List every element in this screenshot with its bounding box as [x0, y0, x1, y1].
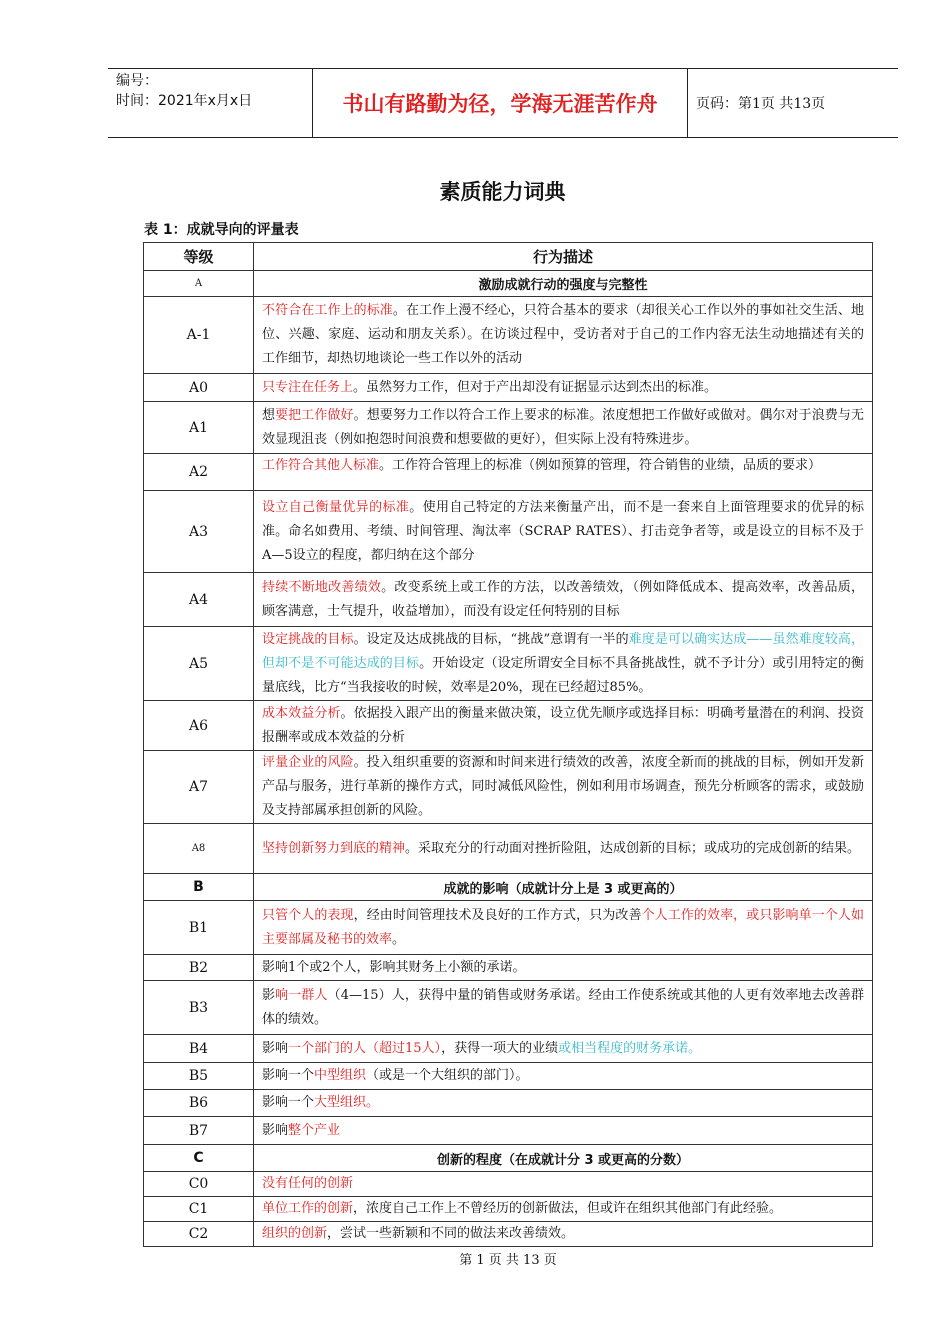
emphasis-text-red: 评量企业的风险 [262, 755, 354, 770]
section-title: 激励成就行动的强度与完整性 [254, 271, 873, 297]
emphasis-text-red: 坚持创新努力到底的精神 [262, 840, 406, 856]
description-text: 。工作符合管理上的标准（例如预算的管理，符合销售的业绩，品质的要求） [379, 458, 822, 473]
table-row [144, 824, 873, 874]
level-cell: B2 [144, 955, 254, 981]
level-cell: B7 [144, 1117, 254, 1145]
description-text: 影响 [262, 1040, 289, 1056]
level-cell: B3 [144, 981, 254, 1035]
description-cell [254, 1222, 873, 1247]
table-row [144, 751, 873, 824]
description-cell [254, 1063, 873, 1090]
table-row [144, 402, 873, 454]
level-cell: A3 [144, 491, 254, 573]
description-text: ，经由时间管理技术及良好的工作方式，只为改善 [353, 907, 642, 923]
level-cell: B6 [144, 1090, 254, 1117]
document-number-label: 编号： [116, 73, 158, 89]
level-cell: A0 [144, 374, 254, 402]
description-cell [254, 491, 873, 573]
level-cell: A-1 [144, 297, 254, 374]
table-row [144, 491, 873, 573]
description-text: 。改变系统上或工作的方法，以改善绩效，（例如降低成本、提高效率，改善品质，顾客满意，士气提升，收益增加），而没有设定任何特别的目标 [262, 579, 864, 619]
description-text: （4—15）人，获得中量的销售或财务承诺。经由工作使系统或其他的人更有效率地去改善群体的绩效。 [262, 987, 864, 1027]
level-cell: A6 [144, 701, 254, 751]
description-text: 。想要努力工作以符合工作上要求的标准。浓度想把工作做好或做对。偶尔对于浪费与无效显现沮丧（例如抱怨时间浪费和想要做的更好），但实际上没有特殊进步。 [262, 407, 864, 447]
header-page-label: 页码：第1页 共13页 [696, 96, 826, 112]
description-text: 。 [392, 931, 406, 947]
description-text: 。投入组织重要的资源和时间来进行绩效的改善，浓度全新而的挑战的目标，例如开发新产品与服务，进行革新的操作方式，同时减低风险性，例如利用市场调查，预先分析顾客的需求，或鼓励及支持部属承担创新的风险。 [262, 755, 864, 818]
section-title: 成就的影响（成就计分上是 3 或更高的） [254, 874, 873, 901]
section-row-a [144, 271, 873, 297]
description-cell [254, 297, 873, 374]
description-text: ，获得一项大的业绩 [441, 1040, 559, 1056]
table-row [144, 1090, 873, 1117]
description-cell [254, 1117, 873, 1145]
header-meta [108, 69, 312, 137]
emphasis-text-red: 响一群人 [275, 987, 328, 1003]
level-cell: A4 [144, 573, 254, 627]
description-text: 。开始设定（设定所谓安全目标不具备挑战性，就不予计分）或引用特定的衡量底线，比方“当我接收的时候，效率是20%，现在已经超过85%。 [262, 655, 864, 695]
emphasis-text-red: 只管个人的表现 [262, 907, 354, 923]
description-cell [254, 901, 873, 955]
emphasis-text-red: 组织的创新 [262, 1226, 328, 1241]
description-text: 影响一个 [262, 1095, 315, 1110]
level-cell: A8 [144, 824, 254, 874]
description-cell [254, 751, 873, 824]
emphasis-text-red: 大型组织。 [314, 1095, 380, 1110]
level-cell: B5 [144, 1063, 254, 1090]
description-text: 影响一个 [262, 1068, 315, 1083]
column-header-level: 等级 [144, 243, 254, 271]
table-row [144, 1172, 873, 1197]
description-text: 影响1个或2个人，影响其财务上小额的承诺。 [262, 959, 526, 975]
document-title: 素质能力词典 [439, 180, 566, 204]
level-cell: C1 [144, 1197, 254, 1222]
emphasis-text-red: 设定挑战的目标 [262, 631, 354, 647]
description-text: （或是一个大组织的部门）。 [366, 1068, 529, 1083]
header-motto: 书山有路勤为径，学海无涯苦作舟 [312, 69, 688, 137]
description-cell [254, 573, 873, 627]
table-row [144, 573, 873, 627]
level-cell: C2 [144, 1222, 254, 1247]
description-cell [254, 402, 873, 454]
section-row-b [144, 874, 873, 901]
table-row [144, 454, 873, 491]
table-row [144, 955, 873, 981]
section-level: A [144, 271, 254, 297]
description-cell [254, 1172, 873, 1197]
emphasis-text-red: 单位工作的创新 [262, 1201, 354, 1216]
emphasis-text-red: 一个部门的人（超过15人） [288, 1040, 442, 1056]
table-row [144, 1063, 873, 1090]
description-cell [254, 1035, 873, 1063]
table-row [144, 297, 873, 374]
description-text: 想 [262, 407, 276, 423]
level-cell: A2 [144, 454, 254, 491]
description-cell [254, 1197, 873, 1222]
description-text: ，尝试一些新颖和不同的做法来改善绩效。 [327, 1226, 575, 1241]
table-row [144, 374, 873, 402]
table-caption: 表 1：成就导向的评量表 [144, 222, 299, 238]
description-cell [254, 374, 873, 402]
emphasis-text-red: 只专注在任务上 [262, 379, 354, 395]
table-row [144, 981, 873, 1035]
emphasis-text-red: 持续不断地改善绩效 [262, 579, 382, 595]
description-text: ，浓度自己工作上不曾经历的创新做法，但或许在组织其他部门有此经验。 [353, 1201, 783, 1216]
description-cell [254, 824, 873, 874]
emphasis-text-red: 中型组织 [314, 1068, 367, 1083]
level-cell: A1 [144, 402, 254, 454]
page-footer: 第 1 页 共 13 页 [459, 1253, 557, 1268]
section-level: C [144, 1145, 254, 1172]
emphasis-text-red: 要把工作做好 [275, 407, 354, 423]
table-row [144, 1035, 873, 1063]
document-date-label: 时间：2021年x月x日 [116, 93, 253, 109]
description-text: 。设定及达成挑战的目标，“挑战”意谓有一半的 [353, 631, 629, 647]
description-cell [254, 701, 873, 751]
level-cell: B4 [144, 1035, 254, 1063]
emphasis-text-teal: 或相当程度的财务承诺。 [558, 1040, 702, 1056]
emphasis-text-red: 没有任何的创新 [262, 1176, 354, 1191]
description-cell [254, 955, 873, 981]
table-row [144, 901, 873, 955]
table-row [144, 1222, 873, 1247]
description-text: 。虽然努力工作，但对于产出却没有证据显示达到杰出的标准。 [353, 379, 718, 395]
achievement-rating-table [143, 242, 873, 1247]
emphasis-text-red: 工作符合其他人标准 [262, 458, 380, 473]
table-row [144, 1197, 873, 1222]
emphasis-text-red: 不符合在工作上的标准 [262, 303, 393, 318]
description-text: 。使用自己特定的方法来衡量产出，而不是一套来自上面管理要求的优异的标准。命名如费用、考绩、时间管理、淘汰率（SCRAP RATES）、打击竞争者等，或是设立的目标不及于A—5设立的程度，都归纳在这个部分 [262, 499, 864, 563]
section-level: B [144, 874, 254, 901]
emphasis-text-red: 成本效益分析 [262, 705, 341, 721]
description-text: 。采取充分的行动面对挫折险阻，达成创新的目标；或成功的完成创新的结果。 [405, 840, 861, 856]
description-text: 。在工作上漫不经心，只符合基本的要求（却很关心工作以外的事如社交生活、地位、兴趣、家庭、运动和朋友关系）。在访谈过程中，受访者对于自己的工作内容无法生动地描述有关的工作细节，却热切地谈论一些工作以外的活动 [262, 303, 864, 366]
description-text: 影 [262, 987, 276, 1003]
table-header-row [144, 243, 873, 271]
description-cell [254, 454, 873, 491]
description-text: 影响 [262, 1122, 289, 1138]
column-header-description: 行为描述 [254, 243, 873, 271]
level-cell: B1 [144, 901, 254, 955]
emphasis-text-red: 个人工作的效率，或只影响单一个人如主要部属及秘书的效率 [262, 907, 864, 947]
section-title: 创新的程度（在成就计分 3 或更高的分数） [254, 1145, 873, 1172]
section-row-c [144, 1145, 873, 1172]
level-cell: C0 [144, 1172, 254, 1197]
description-cell [254, 627, 873, 701]
level-cell: A5 [144, 627, 254, 701]
description-cell [254, 981, 873, 1035]
table-row [144, 701, 873, 751]
page-header [108, 68, 898, 138]
description-clip [262, 454, 864, 490]
table-row [144, 627, 873, 701]
table-row [144, 1117, 873, 1145]
description-cell [254, 1090, 873, 1117]
emphasis-text-red: 设立自己衡量优异的标准 [262, 499, 410, 515]
description-text: 。依据投入跟产出的衡量来做决策，设立优先顺序或选择目标：明确考量潜在的利润、投资报酬率或成本效益的分析 [262, 705, 864, 745]
emphasis-text-teal: 难度是可以确实达成——虽然难度较高，但却不是不可能达成的目标 [262, 631, 864, 671]
level-cell: A7 [144, 751, 254, 824]
emphasis-text-red: 整个产业 [288, 1122, 341, 1138]
